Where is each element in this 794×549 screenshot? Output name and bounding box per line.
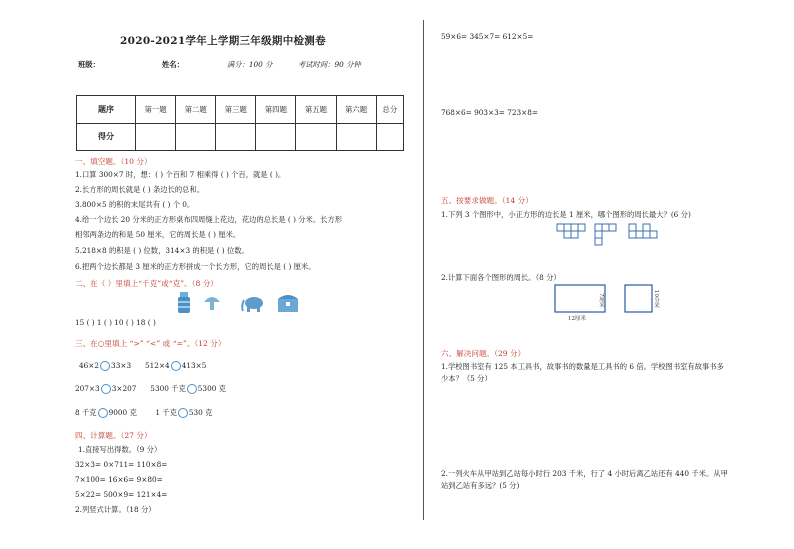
table-cell: 得分 xyxy=(77,123,136,151)
s6-q2b: 站到乙站有多远？(5 分) xyxy=(441,481,520,490)
compare-right: 413×5 xyxy=(181,361,207,370)
page-title: 2020-2021学年上学期三年级期中检测卷 xyxy=(120,35,326,47)
bottle-icon xyxy=(178,292,190,313)
compare-right: 9000 克 xyxy=(108,408,137,417)
compare-circle[interactable] xyxy=(178,408,188,418)
s1-line: 5.218×8 的积是 ( ) 位数，314×3 的积是 ( ) 位数。 xyxy=(75,246,249,255)
perimeter-figures xyxy=(550,282,670,322)
s1-line: 相邻两条边的和是 50 厘米，它的周长是 ( ) 厘米。 xyxy=(75,230,241,239)
section6-heading: 六、解决问题。（29 分） xyxy=(441,349,526,358)
s1-line: 1.口算 300×7 时，想：( ) 个百和 7 相乘得 ( ) 个百，就是 ( )。 xyxy=(75,170,286,179)
s4-sub2: 2.列竖式计算。（18 分） xyxy=(75,505,156,514)
r-calc-line: 768×6= 903×3= 723×8= xyxy=(441,108,539,117)
section4-heading: 四、计算题。（27 分） xyxy=(75,431,152,440)
rect-height-label: 7厘米 xyxy=(598,293,604,308)
compare-row xyxy=(79,361,206,371)
s4-line: 7×100= 16×6= 9×80= xyxy=(75,475,163,484)
compare-right: 3×207 xyxy=(111,384,137,393)
score-table-header-row xyxy=(77,96,404,124)
table-cell[interactable] xyxy=(256,123,296,151)
item-pictures xyxy=(170,290,310,316)
s1-line: 3.800×5 的积的末尾共有 ( ) 个 0。 xyxy=(75,200,195,209)
column-divider xyxy=(423,20,424,520)
table-cell: 题序 xyxy=(77,96,136,124)
s5-q1: 1.下列 3 个图形中，小正方形的边长是 1 厘米，哪个图形的周长最大？(6 分) xyxy=(441,210,691,219)
compare-left: 5300 千克 xyxy=(150,384,186,393)
s5-q2: 2.计算下面各个图形的周长。（8 分） xyxy=(441,273,561,282)
figure-b xyxy=(595,224,616,245)
table-cell[interactable] xyxy=(296,123,336,151)
table-cell[interactable] xyxy=(336,123,376,151)
table-cell: 总分 xyxy=(376,96,403,124)
figure-a xyxy=(557,224,585,238)
compare-left: 1 千克 xyxy=(155,408,177,417)
s1-line: 6.把两个边长都是 3 厘米的正方形拼成一个长方形，它的周长是 ( ) 厘米。 xyxy=(75,262,316,271)
compare-circle[interactable] xyxy=(171,361,181,371)
s2-answers: 15 ( ) 1 ( ) 10 ( ) 18 ( ) xyxy=(75,318,156,327)
rect-width-label: 12厘米 xyxy=(568,316,586,322)
section1-heading: 一、填空题。（10 分） xyxy=(75,157,152,166)
table-cell: 第六题 xyxy=(336,96,376,124)
table-cell: 第三题 xyxy=(216,96,256,124)
s4-line: 32×3= 0×711= 110×8= xyxy=(75,460,168,469)
table-cell: 第二题 xyxy=(176,96,216,124)
table-cell: 第五题 xyxy=(296,96,336,124)
treasure-chest-icon xyxy=(278,295,298,312)
exam-time: 考试时间：90 分钟 xyxy=(298,60,361,69)
elephant-icon xyxy=(242,297,263,312)
grid-figures xyxy=(555,222,665,248)
name-label: 姓名： xyxy=(162,60,184,69)
section5-heading: 五、按要求做题。（14 分） xyxy=(441,196,533,205)
compare-circle[interactable] xyxy=(187,384,197,394)
section3-heading: 三、在○里填上 “>” “<” 或 “=”。（12 分） xyxy=(75,339,226,348)
compare-row xyxy=(75,408,212,418)
s4-line: 5×22= 500×9= 121×4= xyxy=(75,490,168,499)
table-cell[interactable] xyxy=(176,123,216,151)
mushroom-icon xyxy=(204,297,220,310)
table-cell[interactable] xyxy=(376,123,403,151)
r-calc-line: 59×6= 345×7= 612×5= xyxy=(441,32,534,41)
score-table-score-row xyxy=(77,123,404,151)
class-label: 班级： xyxy=(78,60,100,69)
compare-left: 207×3 xyxy=(75,384,100,393)
compare-left: 46×2 xyxy=(79,361,100,370)
s1-line: 4.给一个边长 20 分米的正方形桌布四周缝上花边，花边的总长是 ( ) 分米。长方形 xyxy=(75,215,343,224)
compare-right: 5300 克 xyxy=(197,384,226,393)
s4-sub1: 1.直接写出得数。（9 分） xyxy=(78,445,162,454)
s6-q1a: 1.学校图书室有 125 本工具书，故事书的数量是工具书的 6 倍。学校图书室有故事书多 xyxy=(441,362,724,371)
s6-q1b: 少本？（5 分） xyxy=(441,374,492,383)
compare-left: 8 千克 xyxy=(75,408,97,417)
compare-circle[interactable] xyxy=(101,384,111,394)
compare-row xyxy=(75,384,226,394)
full-score: 满分：100 分 xyxy=(227,60,273,69)
square-side-label: 10分米 xyxy=(653,290,659,308)
s1-line: 2.长方形的周长就是 ( ) 条边长的总和。 xyxy=(75,185,205,194)
table-cell[interactable] xyxy=(216,123,256,151)
section2-heading: 二、在（ ）里填上“千克”或“克”。（8 分） xyxy=(75,279,218,288)
compare-left: 512×4 xyxy=(145,361,170,370)
compare-circle[interactable] xyxy=(98,408,108,418)
s6-q2a: 2.一列火车从甲站到乙站每小时行 203 千米，行了 4 小时后离乙站还有 440 千米。从甲 xyxy=(441,469,728,478)
compare-circle[interactable] xyxy=(100,361,110,371)
compare-right: 530 克 xyxy=(188,408,213,417)
table-cell: 第一题 xyxy=(136,96,176,124)
table-cell: 第四题 xyxy=(256,96,296,124)
score-table xyxy=(76,95,404,151)
square-figure xyxy=(625,285,652,312)
table-cell[interactable] xyxy=(136,123,176,151)
figure-c xyxy=(629,224,657,238)
compare-right: 33×3 xyxy=(111,361,132,370)
